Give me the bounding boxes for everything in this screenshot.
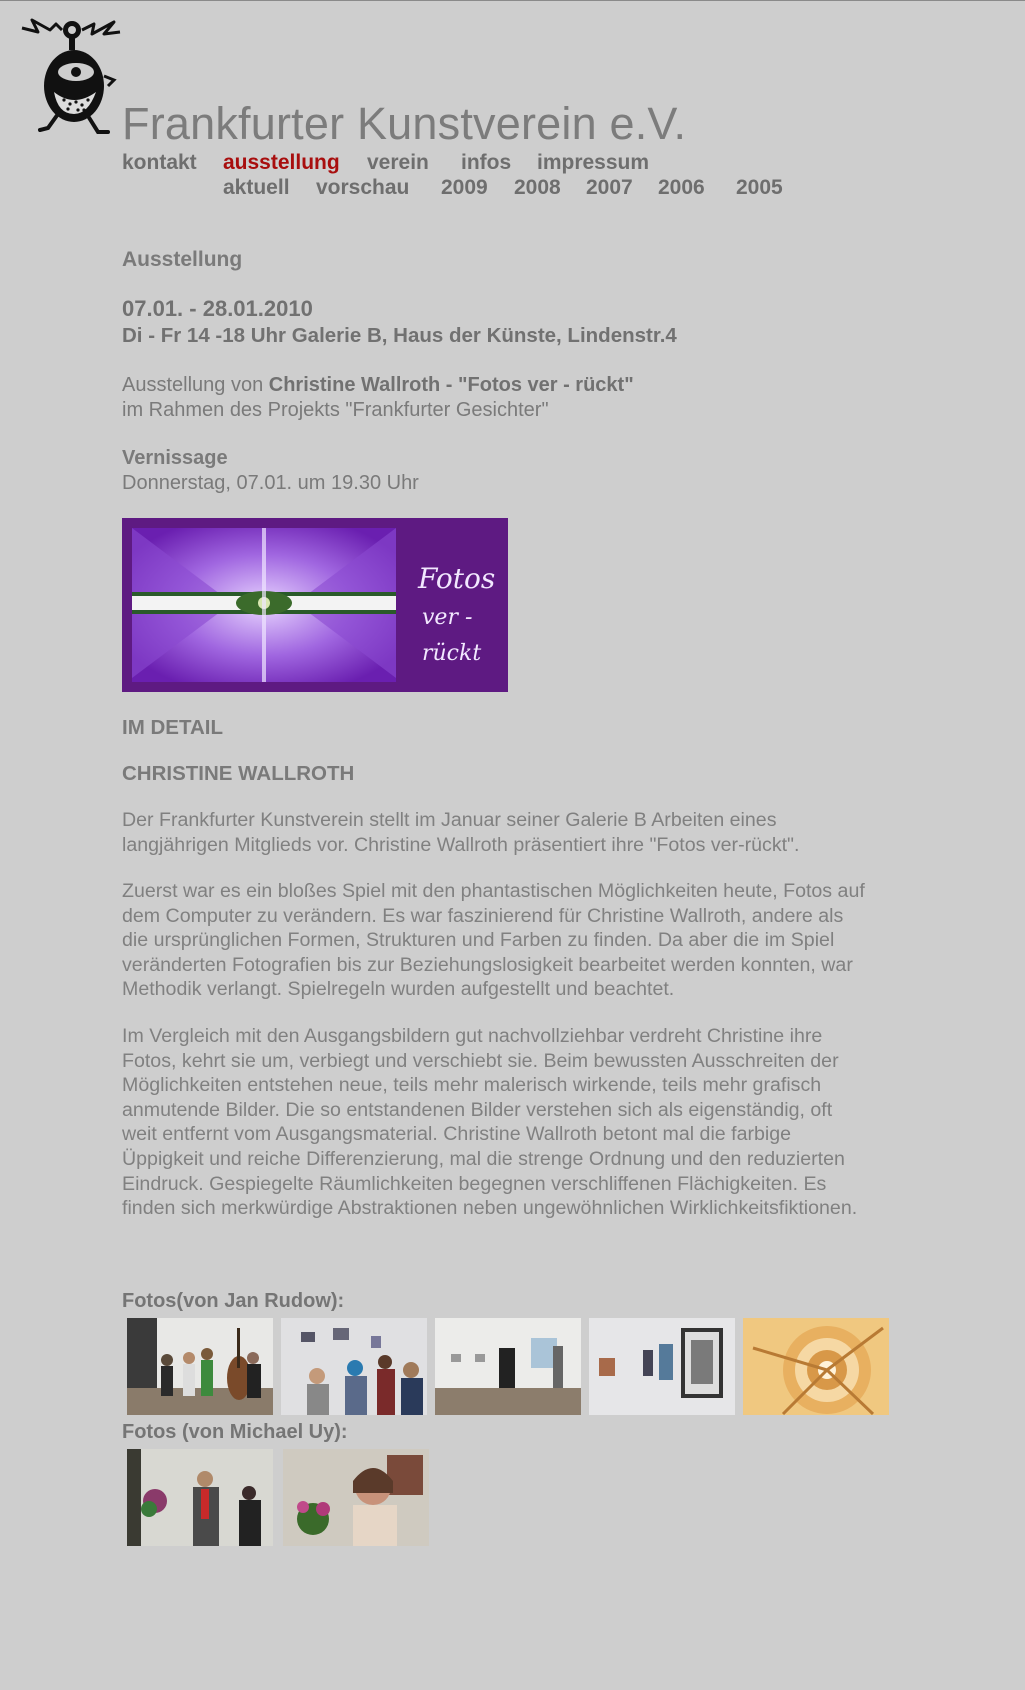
paragraph-line: Der Frankfurter Kunstverein stellt im Januar seiner Galerie B Arbeiten eines	[122, 809, 777, 831]
subnav-2007[interactable]: 2007	[586, 176, 633, 199]
nav-impressum[interactable]: impressum	[537, 151, 650, 174]
top-border	[0, 0, 1025, 1]
paragraph-line: Möglichkeiten entstehen neue, teils mehr malerisch wirkende, teils mehr grafisch	[122, 1074, 822, 1097]
hours-location: Di - Fr 14 -18 Uhr Galerie B, Haus der Künste, Lindenstr.4	[122, 324, 677, 347]
artist-heading: CHRISTINE WALLROTH	[122, 762, 355, 785]
project-line: im Rahmen des Projekts "Frankfurter Gesichter"	[122, 399, 549, 421]
exhibition-promo-image	[122, 518, 508, 692]
paragraph-line: Im Vergleich mit den Ausgangsbildern gut nachvollziehbar verdreht Christine ihre	[122, 1025, 823, 1047]
paragraph-line: anmutende Bilder. Die so entstandenen Bilder verstehen sich als eigenständig, oft	[122, 1098, 833, 1121]
exhibition-line	[122, 373, 634, 398]
subnav-2006[interactable]: 2006	[658, 176, 705, 199]
detail-heading: IM DETAIL	[122, 716, 223, 739]
subnav-2005[interactable]: 2005	[736, 176, 783, 199]
subnav-vorschau[interactable]: vorschau	[316, 176, 410, 199]
paragraph-line: Üppigkeit und reiche Differenzierung, mal die strenge Ordnung und den reduzierten	[122, 1147, 845, 1170]
paragraph-1	[122, 808, 952, 857]
photo-thumbnail[interactable]	[589, 1318, 735, 1415]
nav-ausstellung[interactable]: ausstellung	[223, 151, 340, 174]
paragraph-line: Fotos, kehrt sie um, verbiegt und verschiebt sie. Beim bewussten Ausschreiten der	[122, 1049, 839, 1072]
nav-kontakt[interactable]: kontakt	[122, 151, 197, 174]
section-title: Ausstellung	[122, 248, 243, 271]
paragraph-line: weit entfernt vom Ausgangsmaterial. Christine Wallroth betont mal die farbige	[122, 1123, 792, 1146]
promo-text-fotos: Fotos	[418, 562, 496, 595]
paragraph-3	[122, 1024, 952, 1221]
subnav-2009[interactable]: 2009	[441, 176, 488, 199]
nav-infos[interactable]: infos	[461, 151, 512, 174]
photos-michael-uy-label: Fotos (von Michael Uy):	[122, 1421, 348, 1443]
kunstverein-logo[interactable]	[18, 14, 126, 140]
photo-thumbnail[interactable]	[435, 1318, 581, 1415]
paragraph-line: finden sich merkwürdige Abstraktionen neben ungewöhnlichen Wirklichkeitsfiktionen.	[122, 1197, 858, 1220]
exhibition-dates: 07.01. - 28.01.2010	[122, 296, 313, 321]
paragraph-line: veränderten Fotografien bis zur Beziehungslosigkeit bearbeitet werden konnten, war	[122, 953, 853, 976]
photo-thumbnail[interactable]	[281, 1318, 427, 1415]
paragraph-line: Zuerst war es ein bloßes Spiel mit den phantastischen Möglichkeiten heute, Fotos auf	[122, 880, 865, 902]
paragraph-line: Eindruck. Gespiegelte Räumlichkeiten begegnen verschliffenen Flächigkeiten. Es	[122, 1172, 827, 1195]
paragraph-line: dem Computer zu verändern. Es war faszinierend für Christine Wallroth, andere als	[122, 904, 844, 927]
subnav-aktuell[interactable]: aktuell	[223, 176, 290, 199]
photos-jan-rudow-label: Fotos(von Jan Rudow):	[122, 1290, 345, 1312]
paragraph-line: Methodik verlangt. Spielregeln wurden aufgestellt und beachtet.	[122, 978, 675, 1001]
photo-thumbnail[interactable]	[283, 1449, 429, 1546]
paragraph-line: die ursprünglichen Formen, Strukturen und Farben zu finden. Da aber die im Spiel	[122, 929, 835, 952]
exhibition-title: Christine Wallroth - "Fotos ver - rückt"	[268, 374, 634, 396]
subnav-2008[interactable]: 2008	[514, 176, 561, 199]
promo-text-rueckt: rückt	[422, 641, 482, 666]
paragraph-line: langjährigen Mitglieds vor. Christine Wallroth präsentiert ihre "Fotos ver-rückt".	[122, 833, 800, 856]
site-title: Frankfurter Kunstverein e.V.	[122, 98, 687, 149]
photo-thumbnail[interactable]	[127, 1318, 273, 1415]
vernissage-label: Vernissage	[122, 447, 228, 469]
nav-verein[interactable]: verein	[367, 151, 429, 174]
exhibition-prefix: Ausstellung von	[122, 374, 269, 396]
photo-thumbnail[interactable]	[127, 1449, 273, 1546]
photo-thumbnail[interactable]	[743, 1318, 889, 1415]
paragraph-2	[122, 879, 952, 1002]
promo-text-ver: ver -	[422, 605, 473, 630]
vernissage-date: Donnerstag, 07.01. um 19.30 Uhr	[122, 472, 419, 494]
